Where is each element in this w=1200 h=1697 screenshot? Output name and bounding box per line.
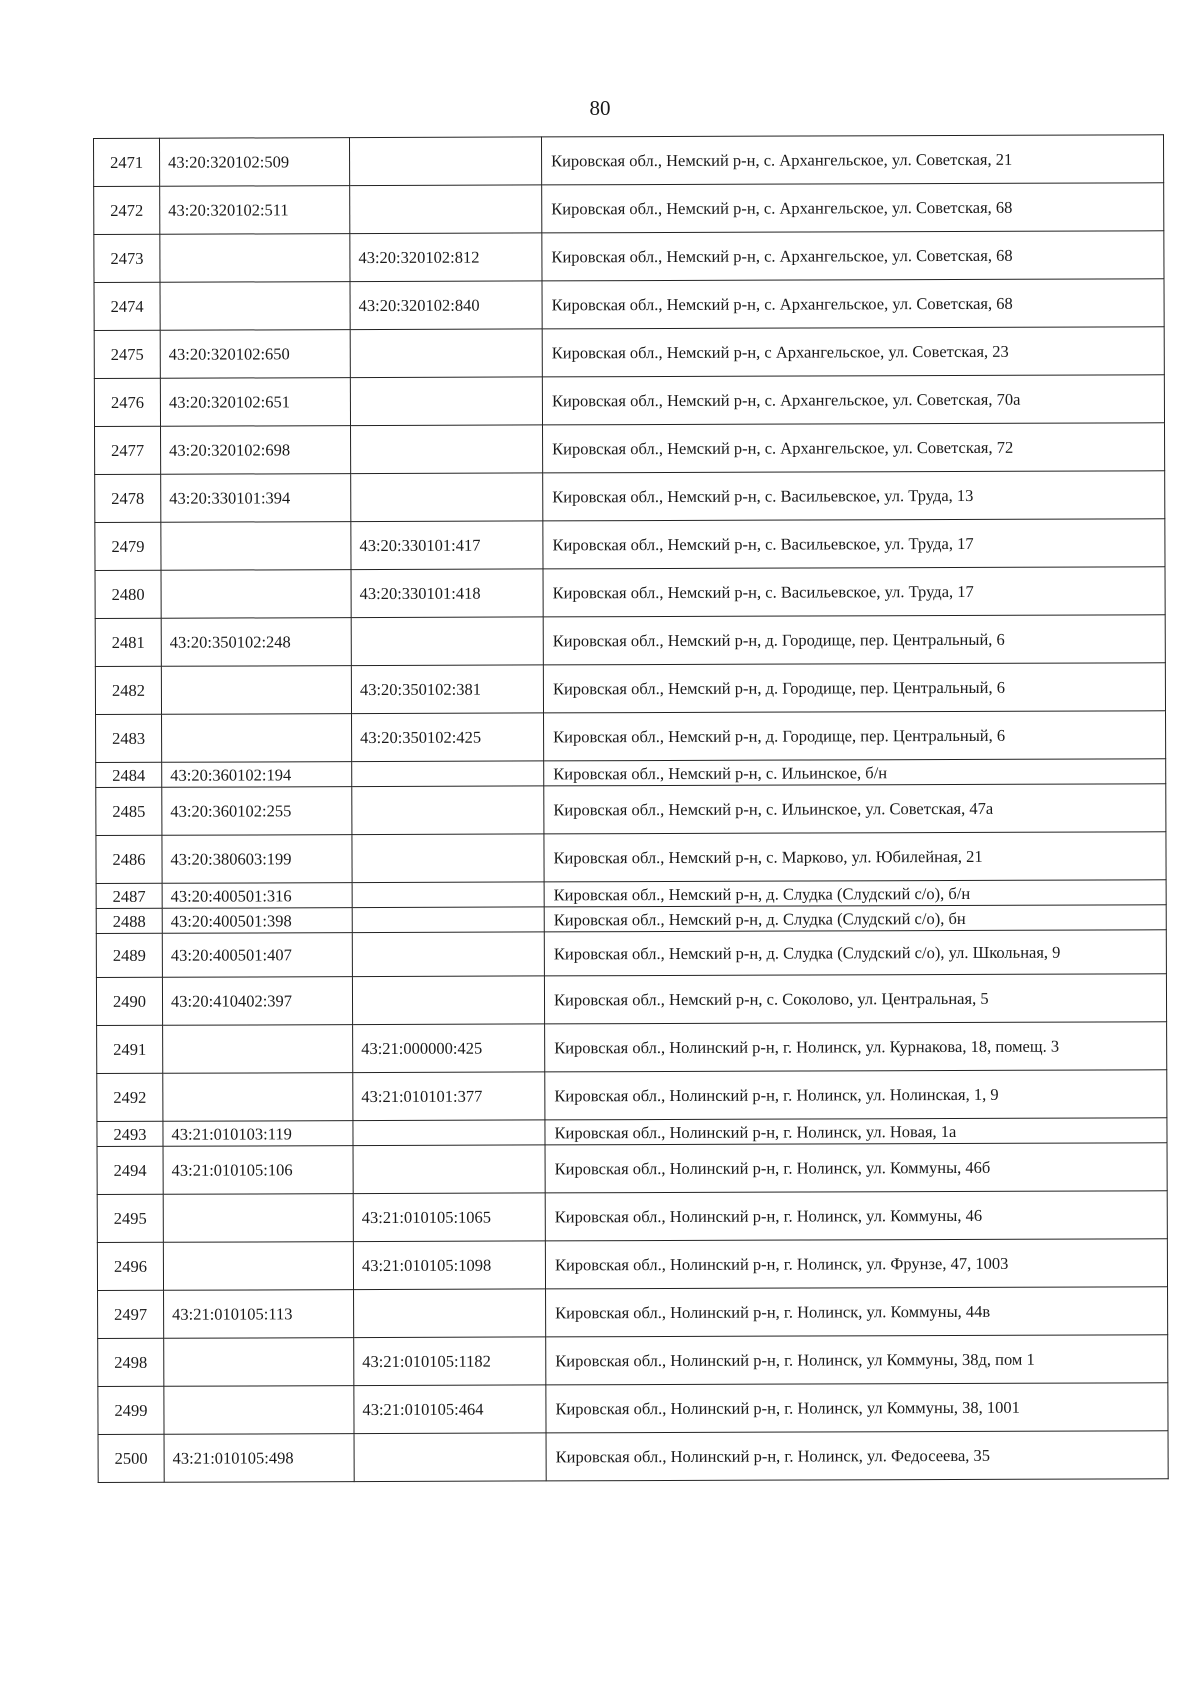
cadastral-number-alt bbox=[354, 1433, 546, 1482]
cadastral-number-alt: 43:21:010105:1182 bbox=[354, 1337, 546, 1386]
row-number: 2483 bbox=[96, 714, 162, 762]
cadastral-number: 43:20:320102:511 bbox=[160, 186, 350, 235]
table-row bbox=[95, 471, 1165, 523]
table-row bbox=[96, 930, 1166, 978]
table-row bbox=[94, 279, 1164, 331]
cadastral-number bbox=[162, 714, 352, 763]
cadastral-number: 43:21:010103:119 bbox=[163, 1121, 353, 1147]
row-number: 2484 bbox=[96, 762, 162, 787]
cadastral-number-alt: 43:20:350102:381 bbox=[351, 665, 543, 714]
cadastral-number-alt: 43:21:000000:425 bbox=[353, 1024, 545, 1073]
cadastral-number bbox=[164, 1386, 354, 1435]
address: Кировская обл., Немский р-н, с. Архангельское, ул. Советская, 72 bbox=[543, 423, 1165, 473]
row-number: 2472 bbox=[94, 186, 160, 234]
table-row bbox=[97, 1070, 1167, 1122]
cadastral-number-alt bbox=[352, 976, 544, 1025]
address: Кировская обл., Немский р-н, с. Архангельское, ул. Советская, 70а bbox=[542, 375, 1164, 425]
cadastral-number-alt: 43:20:330101:418 bbox=[351, 569, 543, 618]
page-number: 80 bbox=[589, 96, 611, 120]
row-number: 2482 bbox=[95, 666, 161, 714]
cadastral-number: 43:21:010105:498 bbox=[164, 1434, 354, 1483]
cadastral-number: 43:20:360102:255 bbox=[162, 787, 352, 836]
table-row bbox=[96, 759, 1166, 788]
row-number: 2473 bbox=[94, 234, 160, 282]
cadastral-number-alt: 43:21:010101:377 bbox=[353, 1072, 545, 1121]
row-number: 2490 bbox=[96, 977, 162, 1025]
cadastral-number-alt: 43:20:320102:812 bbox=[350, 233, 542, 282]
cadastral-number-alt bbox=[354, 1289, 546, 1338]
registry-table bbox=[93, 134, 1169, 1483]
cadastral-number-alt: 43:20:320102:840 bbox=[350, 281, 542, 330]
address: Кировская обл., Немский р-н, д. Городище, пер. Центральный, 6 bbox=[543, 663, 1165, 713]
table-row bbox=[98, 1431, 1168, 1483]
table-row bbox=[97, 1143, 1167, 1195]
cadastral-number-alt: 43:20:350102:425 bbox=[352, 713, 544, 762]
row-number: 2475 bbox=[94, 330, 160, 378]
cadastral-number bbox=[160, 282, 350, 331]
address: Кировская обл., Немский р-н, с Архангельское, ул. Советская, 23 bbox=[542, 327, 1164, 377]
cadastral-number: 43:20:320102:509 bbox=[160, 138, 350, 187]
row-number: 2498 bbox=[98, 1338, 164, 1386]
row-number: 2481 bbox=[95, 618, 161, 666]
cadastral-number: 43:20:320102:698 bbox=[161, 426, 351, 475]
cadastral-number-alt: 43:21:010105:1098 bbox=[353, 1241, 545, 1290]
row-number: 2471 bbox=[94, 138, 160, 186]
table-row bbox=[95, 519, 1165, 571]
cadastral-number: 43:20:400501:398 bbox=[162, 908, 352, 934]
cadastral-number bbox=[160, 234, 350, 283]
address: Кировская обл., Немский р-н, д. Слудка (Слудский с/о), б/н bbox=[544, 880, 1166, 907]
table-row bbox=[94, 231, 1164, 283]
address: Кировская обл., Нолинский р-н, г. Нолинск, ул. Курнакова, 18, помещ. 3 bbox=[545, 1022, 1167, 1072]
table-row bbox=[96, 905, 1166, 934]
cadastral-number-alt bbox=[350, 137, 542, 186]
table-row bbox=[94, 327, 1164, 379]
row-number: 2489 bbox=[96, 933, 162, 977]
cadastral-number-alt bbox=[351, 425, 543, 474]
address: Кировская обл., Немский р-н, с. Архангельское, ул. Советская, 68 bbox=[542, 183, 1164, 233]
table-row bbox=[94, 135, 1164, 187]
row-number: 2491 bbox=[97, 1025, 163, 1073]
table-row bbox=[98, 1383, 1168, 1435]
cadastral-number-alt bbox=[352, 761, 544, 787]
table-row bbox=[94, 375, 1164, 427]
row-number: 2493 bbox=[97, 1121, 163, 1146]
table-row bbox=[96, 974, 1166, 1026]
address: Кировская обл., Немский р-н, с. Васильевское, ул. Труда, 13 bbox=[543, 471, 1165, 521]
address: Кировская обл., Нолинский р-н, г. Нолинск, ул. Коммуны, 44в bbox=[546, 1287, 1168, 1337]
address: Кировская обл., Нолинский р-н, г. Нолинск, ул. Новая, 1а bbox=[545, 1118, 1167, 1145]
cadastral-number bbox=[163, 1194, 353, 1243]
address: Кировская обл., Нолинский р-н, г. Нолинск, ул Коммуны, 38, 1001 bbox=[546, 1383, 1168, 1433]
cadastral-number-alt bbox=[351, 473, 543, 522]
address: Кировская обл., Немский р-н, с. Васильевское, ул. Труда, 17 bbox=[543, 567, 1165, 617]
address: Кировская обл., Нолинский р-н, г. Нолинск, ул. Коммуны, 46б bbox=[545, 1143, 1167, 1193]
cadastral-number bbox=[163, 1073, 353, 1122]
cadastral-number: 43:20:360102:194 bbox=[162, 762, 352, 788]
table-row bbox=[95, 615, 1165, 667]
cadastral-number-alt bbox=[352, 882, 544, 908]
address: Кировская обл., Немский р-н, д. Городище, пер. Центральный, 6 bbox=[544, 711, 1166, 761]
row-number: 2497 bbox=[98, 1290, 164, 1338]
cadastral-number-alt bbox=[353, 1120, 545, 1146]
cadastral-number: 43:20:410402:397 bbox=[162, 977, 352, 1026]
cadastral-number: 43:20:330101:394 bbox=[161, 474, 351, 523]
table-row bbox=[98, 1287, 1168, 1339]
address: Кировская обл., Нолинский р-н, г. Нолинск, ул. Федосеева, 35 bbox=[546, 1431, 1168, 1481]
row-number: 2478 bbox=[95, 474, 161, 522]
cadastral-number bbox=[161, 570, 351, 619]
address: Кировская обл., Нолинский р-н, г. Нолинск, ул. Фрунзе, 47, 1003 bbox=[545, 1239, 1167, 1289]
table-row bbox=[95, 567, 1165, 619]
cadastral-number-alt bbox=[353, 1145, 545, 1194]
cadastral-number-alt bbox=[352, 786, 544, 835]
cadastral-number: 43:20:400501:316 bbox=[162, 883, 352, 909]
table-row bbox=[97, 1022, 1167, 1074]
row-number: 2474 bbox=[94, 282, 160, 330]
address: Кировская обл., Нолинский р-н, г. Нолинск, ул Коммуны, 38д, пом 1 bbox=[546, 1335, 1168, 1385]
cadastral-number: 43:20:350102:248 bbox=[161, 618, 351, 667]
table-row bbox=[97, 1239, 1167, 1291]
cadastral-number: 43:20:320102:650 bbox=[160, 330, 350, 379]
table-row bbox=[96, 832, 1166, 884]
cadastral-number bbox=[161, 522, 351, 571]
row-number: 2479 bbox=[95, 522, 161, 570]
address: Кировская обл., Немский р-н, с. Соколово, ул. Центральная, 5 bbox=[544, 974, 1166, 1024]
cadastral-number-alt bbox=[351, 617, 543, 666]
table-row bbox=[96, 711, 1166, 763]
row-number: 2495 bbox=[97, 1194, 163, 1242]
row-number: 2480 bbox=[95, 570, 161, 618]
cadastral-number: 43:20:400501:407 bbox=[162, 933, 352, 978]
cadastral-number bbox=[161, 666, 351, 715]
table-row bbox=[97, 1191, 1167, 1243]
table-row bbox=[97, 1118, 1167, 1147]
table-row bbox=[95, 423, 1165, 475]
address: Кировская обл., Немский р-н, с. Архангельское, ул. Советская, 68 bbox=[542, 231, 1164, 281]
row-number: 2476 bbox=[94, 378, 160, 426]
cadastral-number-alt bbox=[352, 907, 544, 933]
cadastral-number bbox=[163, 1025, 353, 1074]
row-number: 2486 bbox=[96, 835, 162, 883]
cadastral-number-alt bbox=[352, 834, 544, 883]
cadastral-number-alt: 43:20:330101:417 bbox=[351, 521, 543, 570]
cadastral-number bbox=[163, 1242, 353, 1291]
address: Кировская обл., Немский р-н, с. Архангельское, ул. Советская, 21 bbox=[541, 135, 1163, 185]
cadastral-number-alt bbox=[350, 377, 542, 426]
table-row bbox=[94, 183, 1164, 235]
address: Кировская обл., Немский р-н, с. Архангельское, ул. Советская, 68 bbox=[542, 279, 1164, 329]
cadastral-number: 43:20:380603:199 bbox=[162, 835, 352, 884]
cadastral-number-alt: 43:21:010105:1065 bbox=[353, 1193, 545, 1242]
table-row bbox=[96, 784, 1166, 836]
cadastral-number: 43:21:010105:106 bbox=[163, 1146, 353, 1195]
cadastral-number-alt bbox=[350, 329, 542, 378]
row-number: 2500 bbox=[98, 1434, 164, 1482]
cadastral-number-alt bbox=[352, 932, 544, 977]
table-row bbox=[95, 663, 1165, 715]
row-number: 2485 bbox=[96, 787, 162, 835]
cadastral-number bbox=[164, 1338, 354, 1387]
table-row bbox=[96, 880, 1166, 909]
cadastral-number-alt: 43:21:010105:464 bbox=[354, 1385, 546, 1434]
cadastral-number-alt bbox=[350, 185, 542, 234]
row-number: 2499 bbox=[98, 1386, 164, 1434]
cadastral-number: 43:20:320102:651 bbox=[160, 378, 350, 427]
address: Кировская обл., Нолинский р-н, г. Нолинск, ул. Коммуны, 46 bbox=[545, 1191, 1167, 1241]
address: Кировская обл., Нолинский р-н, г. Нолинск, ул. Нолинская, 1, 9 bbox=[545, 1070, 1167, 1120]
row-number: 2494 bbox=[97, 1146, 163, 1194]
registry-table-body bbox=[94, 135, 1169, 1483]
address: Кировская обл., Немский р-н, д. Слудка (Слудский с/о), бн bbox=[544, 905, 1166, 932]
address: Кировская обл., Немский р-н, с. Ильинское, б/н bbox=[544, 759, 1166, 786]
row-number: 2492 bbox=[97, 1073, 163, 1121]
address: Кировская обл., Немский р-н, с. Марково, ул. Юбилейная, 21 bbox=[544, 832, 1166, 882]
row-number: 2487 bbox=[96, 883, 162, 908]
address: Кировская обл., Немский р-н, д. Слудка (Слудский с/о), ул. Школьная, 9 bbox=[544, 930, 1166, 976]
address: Кировская обл., Немский р-н, с. Васильевское, ул. Труда, 17 bbox=[543, 519, 1165, 569]
address: Кировская обл., Немский р-н, с. Ильинское, ул. Советская, 47а bbox=[544, 784, 1166, 834]
cadastral-number: 43:21:010105:113 bbox=[164, 1290, 354, 1339]
row-number: 2477 bbox=[95, 426, 161, 474]
address: Кировская обл., Немский р-н, д. Городище, пер. Центральный, 6 bbox=[543, 615, 1165, 665]
table-row bbox=[98, 1335, 1168, 1387]
row-number: 2496 bbox=[97, 1242, 163, 1290]
row-number: 2488 bbox=[96, 908, 162, 933]
